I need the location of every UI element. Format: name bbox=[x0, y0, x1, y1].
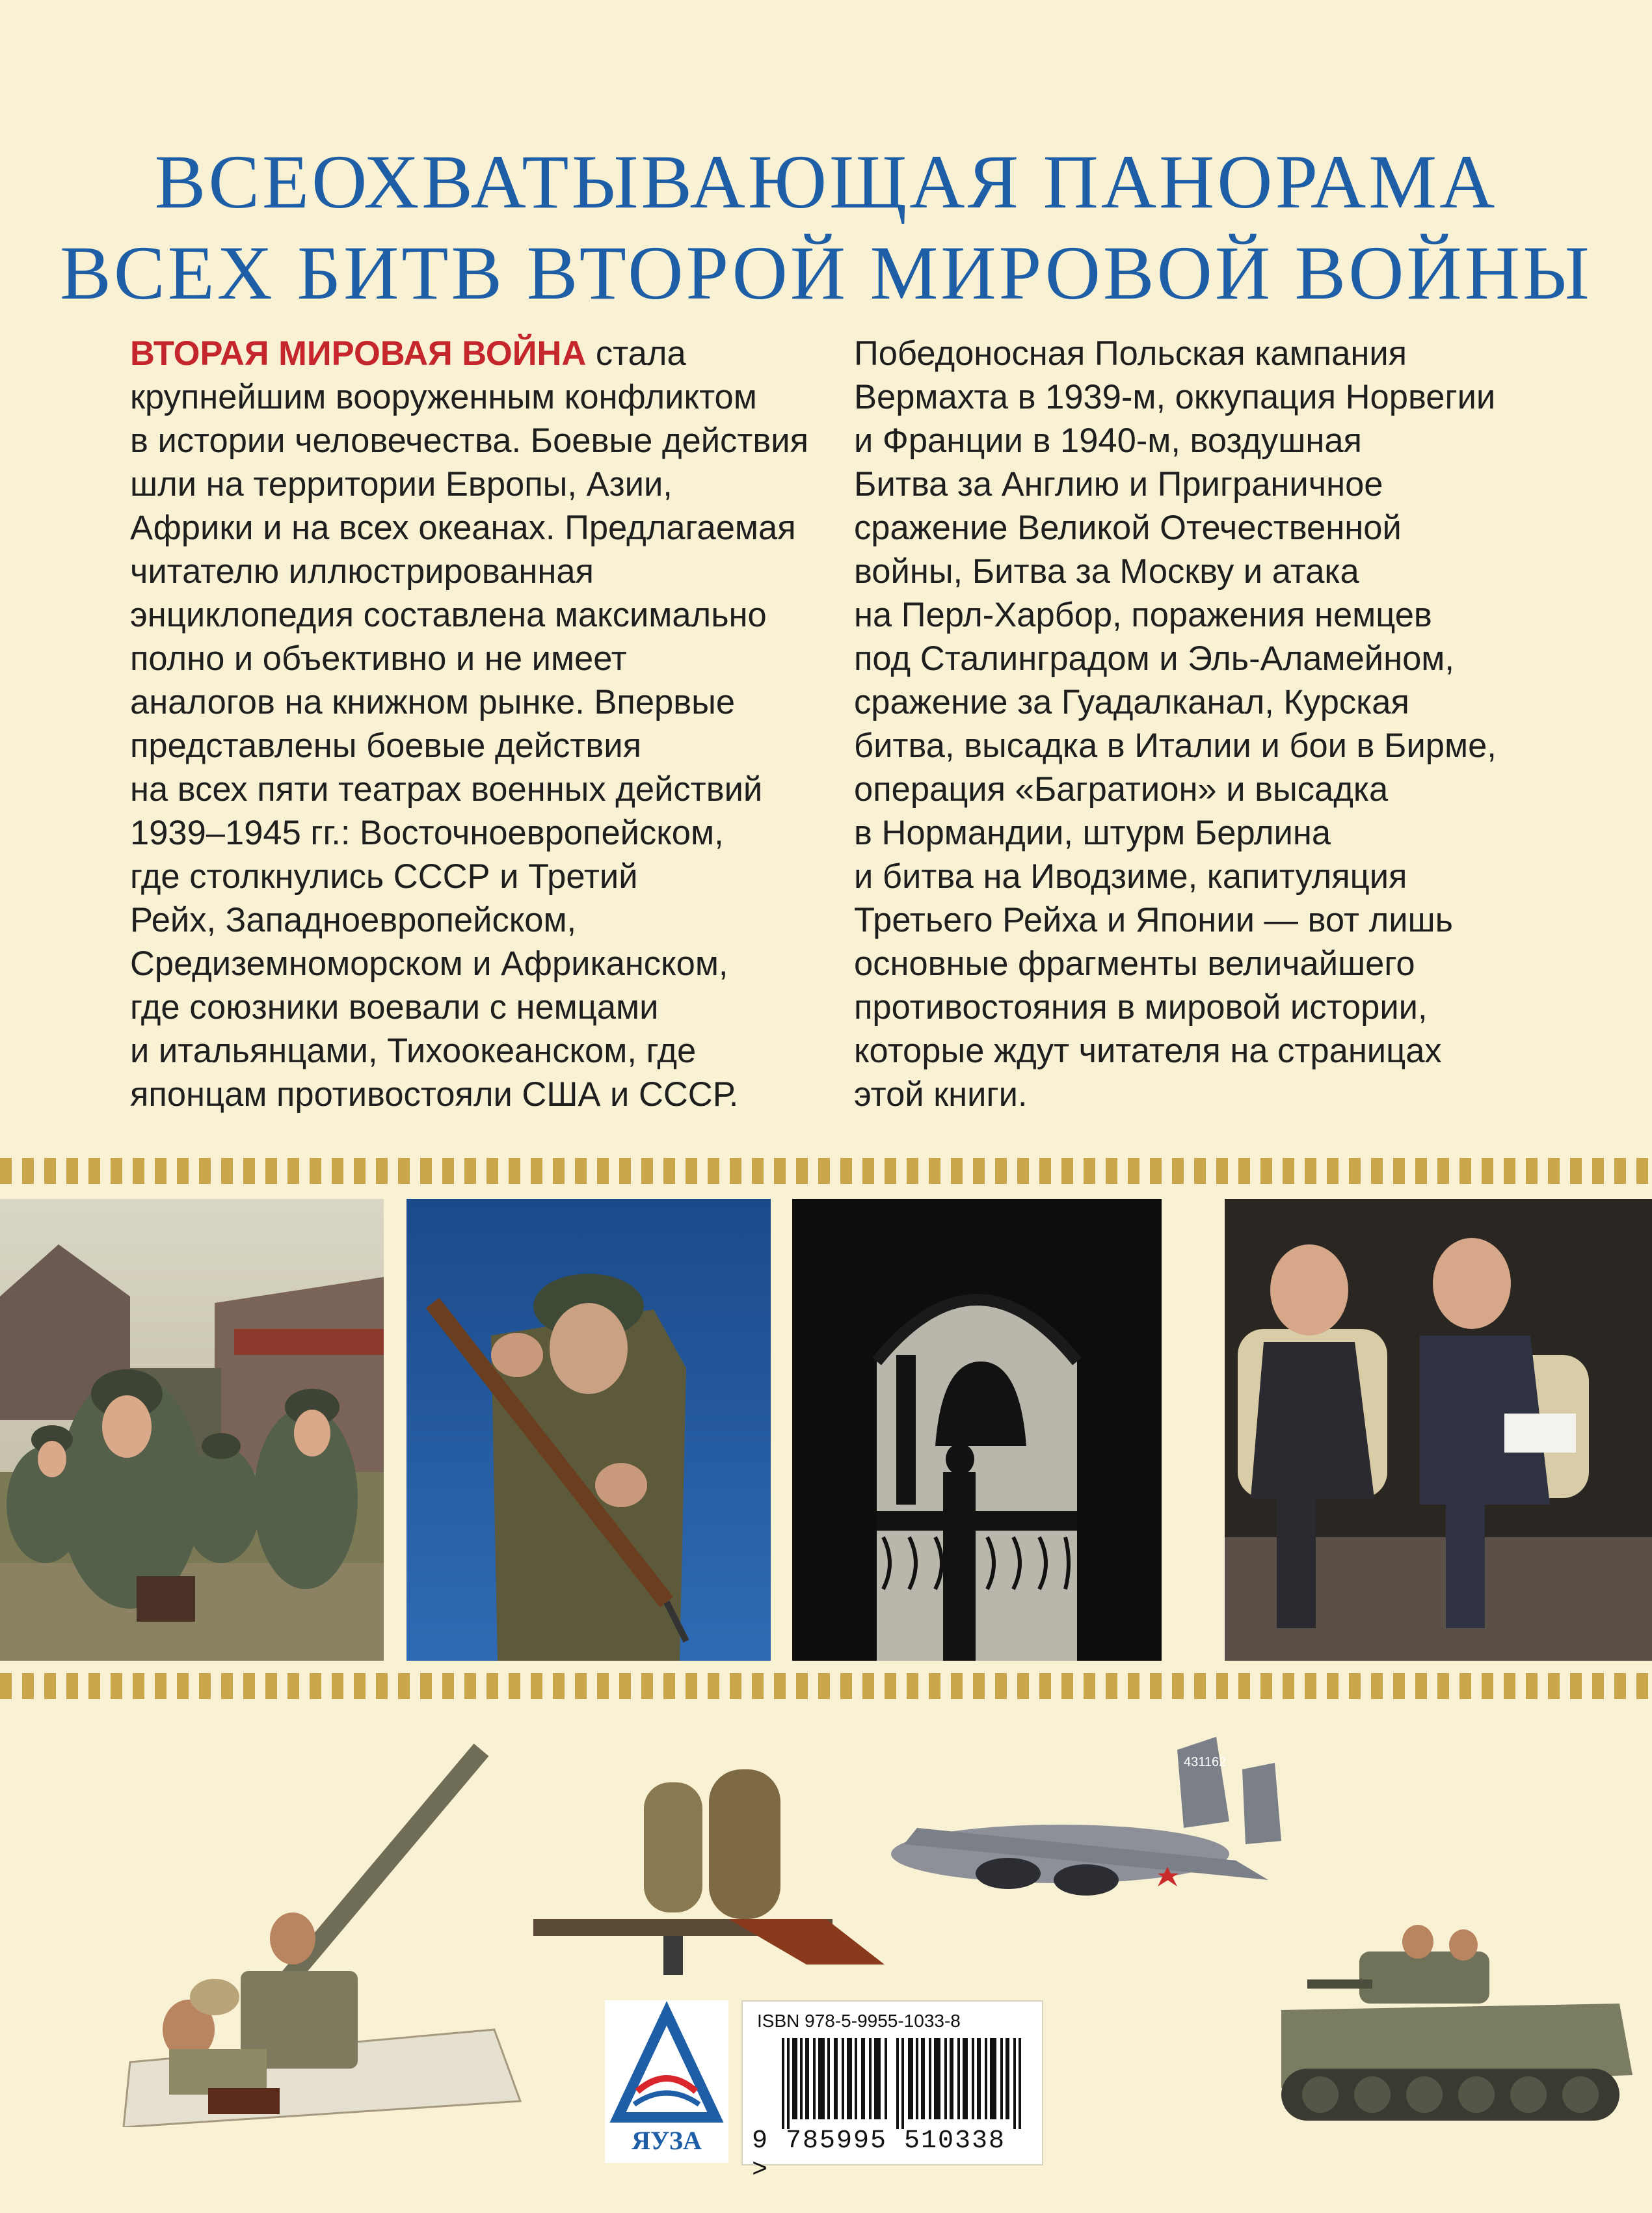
right-line: противостояния в мировой истории, bbox=[854, 988, 1428, 1026]
right-line: и битва на Иводзиме, капитуляция bbox=[854, 857, 1407, 896]
left-line-text: стала bbox=[586, 334, 686, 373]
left-line: аналогов на книжном рынке. Впервые bbox=[130, 683, 736, 721]
right-line: под Сталинградом и Эль-Аламейном, bbox=[854, 639, 1454, 678]
left-line: шли на территории Европы, Азии, bbox=[130, 465, 673, 503]
leaders-seated-image bbox=[1225, 1199, 1652, 1661]
right-line: Битва за Англию и Приграничное bbox=[854, 465, 1383, 503]
left-line: на всех пяти театрах военных действий bbox=[130, 770, 763, 809]
left-line: энциклопедия составлена максимально bbox=[130, 596, 767, 634]
illustration-tank bbox=[1268, 1906, 1632, 2127]
photo-soldiers-marching bbox=[0, 1199, 384, 1661]
decorative-band-top bbox=[0, 1158, 1652, 1184]
left-line: где столкнулись СССР и Третий bbox=[130, 857, 638, 896]
headline-line-2: ВСЕХ БИТВ ВТОРОЙ МИРОВОЙ ВОЙНЫ bbox=[60, 230, 1592, 315]
left-line: представлены боевые действия bbox=[130, 727, 642, 765]
right-line: этой книги. bbox=[854, 1075, 1028, 1114]
right-line: в Нормандии, штурм Берлина bbox=[854, 814, 1331, 852]
photo-bell-silhouette bbox=[792, 1199, 1162, 1661]
headline-line-1: ВСЕОХВАТЫВАЮЩАЯ ПАНОРАМА bbox=[154, 139, 1498, 224]
left-line: в истории человечества. Боевые действия bbox=[130, 422, 809, 460]
right-line: и Франции в 1940-м, воздушная bbox=[854, 422, 1362, 460]
left-line bbox=[130, 332, 865, 375]
publisher-logo bbox=[605, 2000, 728, 2163]
illustration-flamethrower bbox=[533, 1769, 891, 1991]
bell-silhouette-image bbox=[792, 1199, 1162, 1661]
left-line: полно и объективно и не имеет bbox=[130, 639, 627, 678]
right-line: Победоносная Польская кампания bbox=[854, 334, 1407, 373]
left-text-column bbox=[130, 332, 865, 1116]
isbn-barcode bbox=[741, 2000, 1043, 2185]
aircraft-markings: 431162 bbox=[1184, 1755, 1227, 1769]
right-line: битва, высадка в Италии и бои в Бирме, bbox=[854, 727, 1497, 765]
right-line: сражение за Гуадалканал, Курская bbox=[854, 683, 1409, 721]
left-line: и итальянцами, Тихоокеанском, где bbox=[130, 1032, 697, 1070]
left-line: Средиземноморском и Африканском, bbox=[130, 945, 728, 983]
isbn-label: ISBN 978-5-9955-1033-8 bbox=[757, 2011, 961, 2031]
headline bbox=[0, 137, 1652, 319]
right-line: Вермахта в 1939-м, оккупация Норвегии bbox=[854, 378, 1496, 416]
photo-soldier-rifle bbox=[406, 1199, 771, 1661]
right-line: сражение Великой Отечественной bbox=[854, 509, 1402, 547]
publisher-name: ЯУЗА bbox=[632, 2126, 702, 2155]
decorative-band-bottom bbox=[0, 1673, 1652, 1699]
left-line: крупнейшим вооруженным конфликтом bbox=[130, 378, 757, 416]
illustration-anti-aircraft-gun bbox=[104, 1724, 527, 2127]
barcode-digits: 9 785995 510338 > bbox=[752, 2126, 1006, 2185]
right-text-column bbox=[854, 332, 1537, 1116]
right-line: Третьего Рейха и Японии — вот лишь bbox=[854, 901, 1454, 939]
right-line: которые ждут читателя на страницах bbox=[854, 1032, 1442, 1070]
soldier-rifle-image bbox=[406, 1199, 771, 1661]
yauza-logo-icon bbox=[605, 2000, 728, 2124]
right-line: войны, Битва за Москву и атака bbox=[854, 552, 1359, 591]
left-line: Африки и на всех океанах. Предлагаемая bbox=[130, 509, 796, 547]
illustration-bomber-aircraft bbox=[878, 1730, 1301, 1938]
soldiers-marching-image bbox=[0, 1199, 384, 1661]
right-line: операция «Багратион» и высадка bbox=[854, 770, 1389, 809]
right-line: на Перл-Харбор, поражения немцев bbox=[854, 596, 1432, 634]
left-line: читателю иллюстрированная bbox=[130, 552, 594, 591]
right-line: основные фрагменты величайшего bbox=[854, 945, 1415, 983]
lead-phrase: ВТОРАЯ МИРОВАЯ ВОЙНА bbox=[130, 334, 587, 373]
left-line: 1939–1945 гг.: Восточноевропейском, bbox=[130, 814, 724, 852]
left-line: японцам противостояли США и СССР. bbox=[130, 1075, 739, 1114]
left-line: Рейх, Западноевропейском, bbox=[130, 901, 577, 939]
left-line: где союзники воевали с немцами bbox=[130, 988, 659, 1026]
photo-leaders-seated bbox=[1225, 1199, 1652, 1661]
barcode-bars bbox=[782, 2038, 1029, 2129]
